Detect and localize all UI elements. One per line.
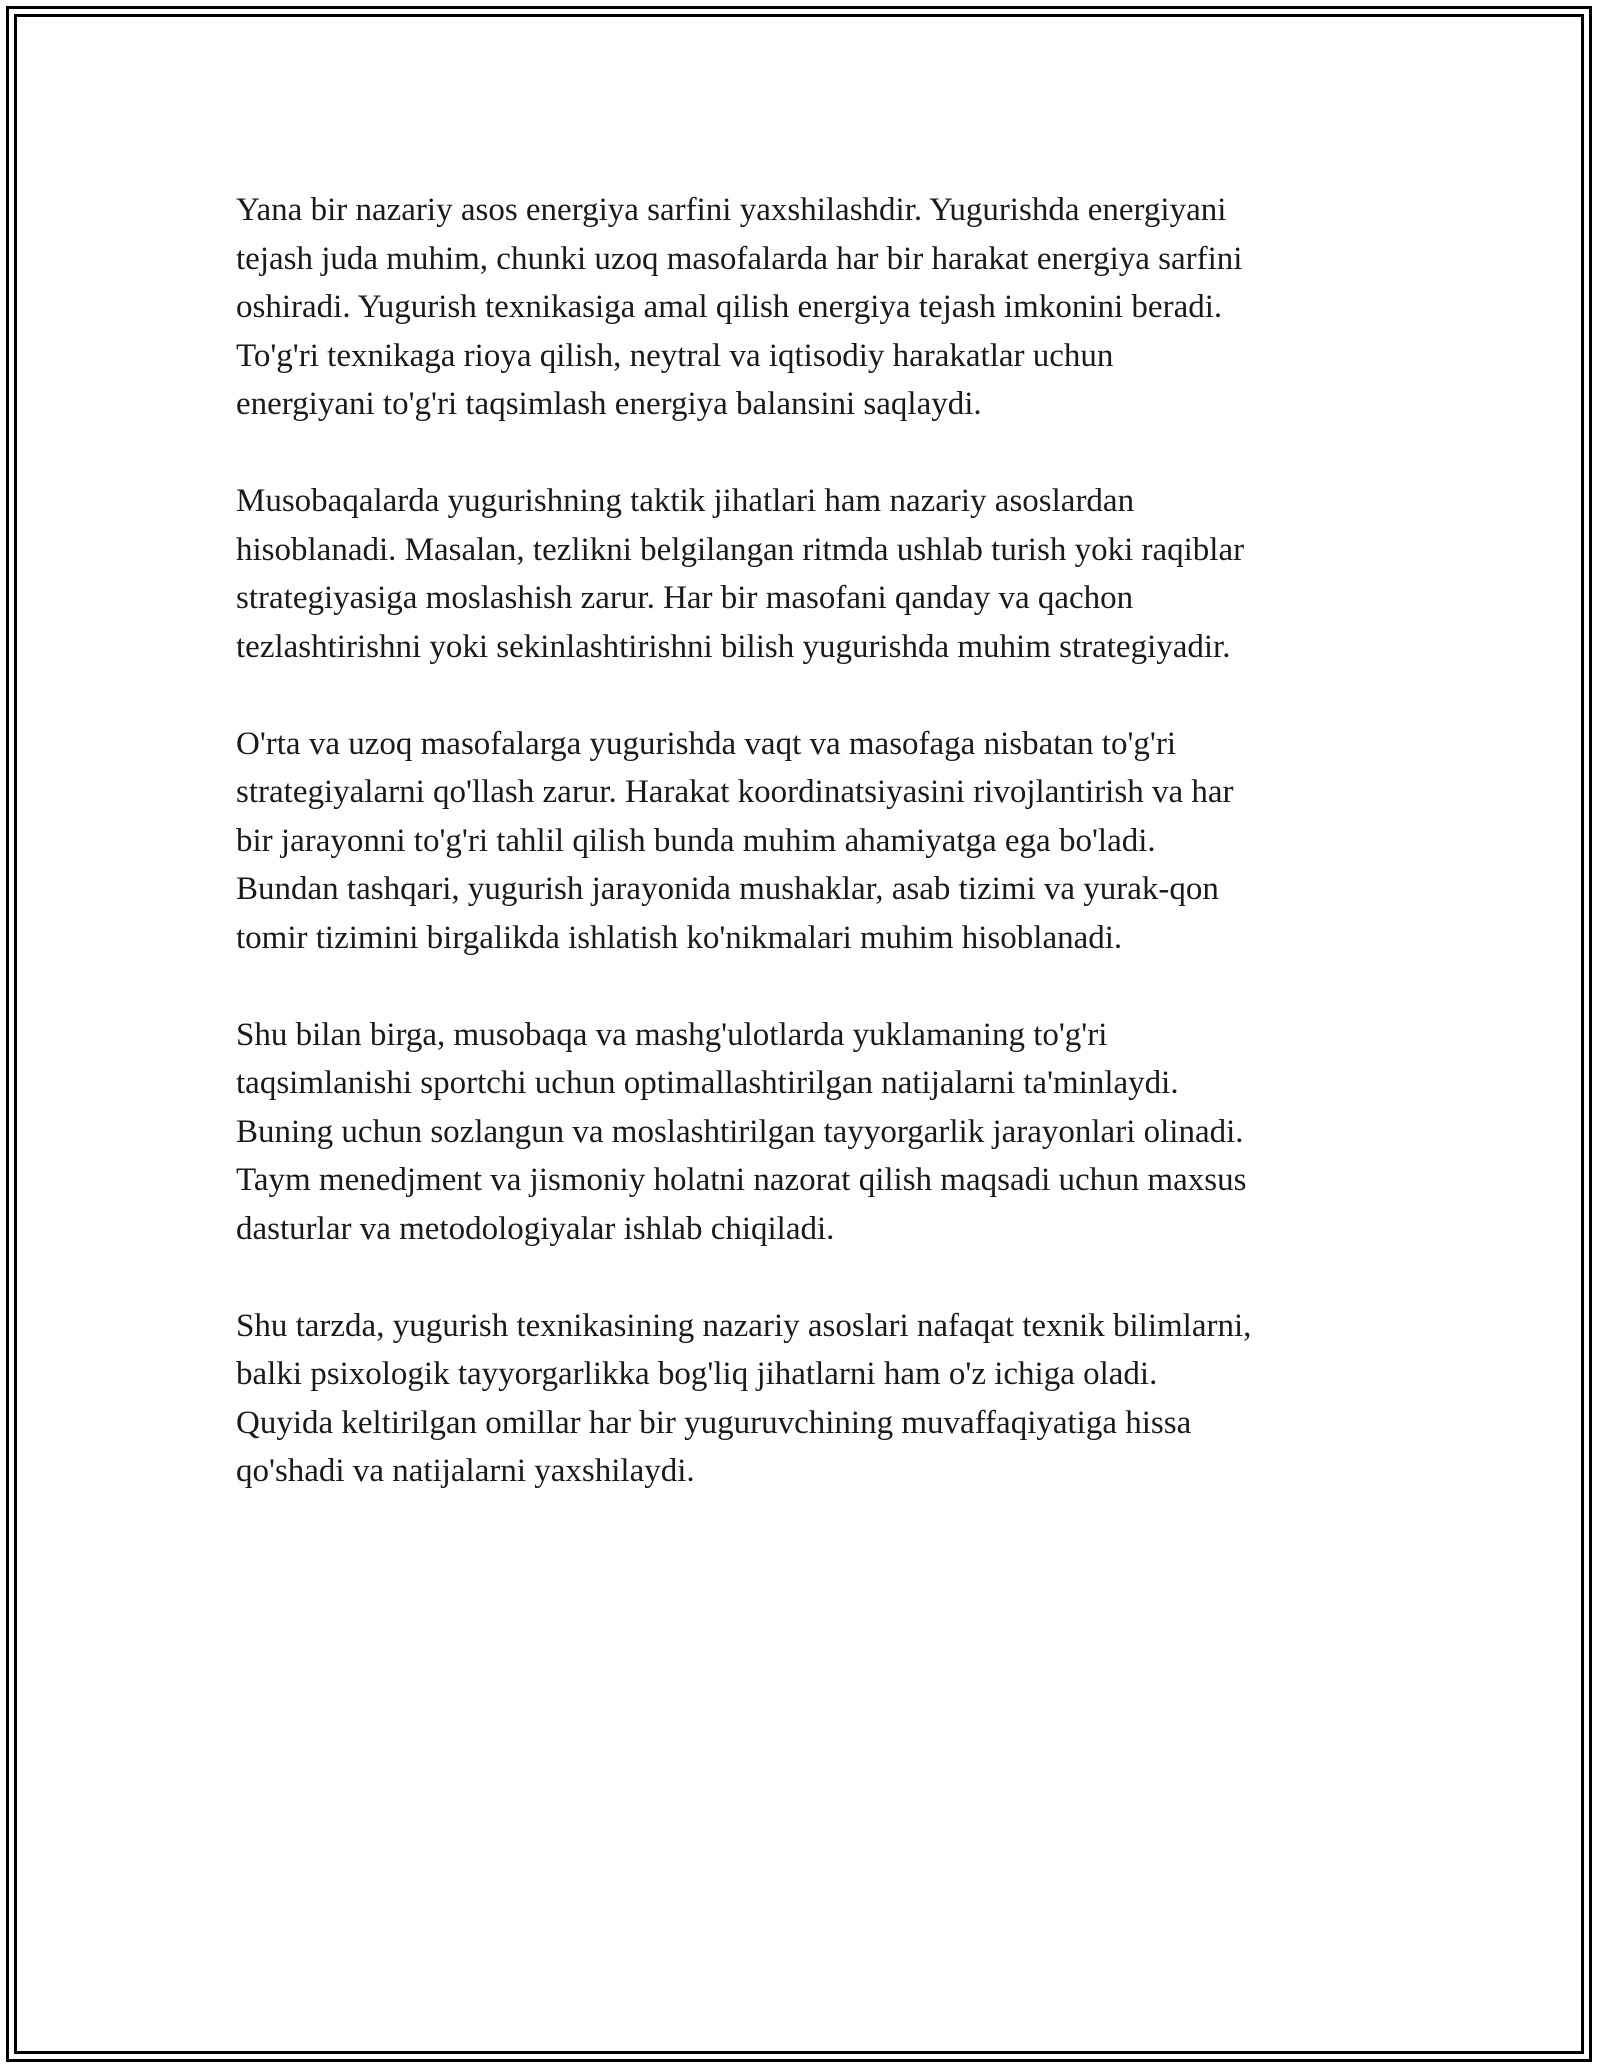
paragraph-middle-long-distance: O'rta va uzoq masofalarga yugurishda vaqt va masofaga nisbatan to'g'ri strategiyalarni qo'llash zarur. Harakat koordinatsiyasini rivojlantirish va har bir jarayonni to'g'ri tahlil qilish bunda muhim ahamiyatga ega bo'ladi. Bundan tashqari, yugurish jarayonida mushaklar, asab tizimi va yurak-qon tomir tizimini birgalikda ishlatish ko'nikmalari muhim hisoblanadi. [236, 725, 1234, 956]
paragraph-tactics: Musobaqalarda yugurishning taktik jihatlari ham nazariy asoslardan hisoblanadi. Masalan, tezlikni belgilangan ritmda ushlab turish yoki raqiblar strategiyasiga moslashish zarur. Har bir masofani qanday va qachon tezlashtirishni yoki sekinlashtirishni bilish yugurishda muhim strategiyadir. [236, 483, 1245, 665]
paragraph-energy-efficiency: Yana bir nazariy asos energiya sarfini yaxshilashdir. Yugurishda energiyani tejash juda muhim, chunki uzoq masofalarda har bir harakat energiya sarfini oshiradi. Yugurish texnikasiga amal qilish energiya tejash imkonini beradi. To'g'ri texnikaga rioya qilish, neytral va iqtisodiy harakatlar uchun energiyani to'g'ri taqsimlash energiya balansini saqlaydi. [236, 192, 1243, 422]
document-body [236, 186, 1366, 1544]
paragraph-load-distribution: Shu bilan birga, musobaqa va mashg'ulotlarda yuklamaning to'g'ri taqsimlanishi sportchi uchun optimallashtirilgan natijalarni ta'minlaydi. Buning uchun sozlangun va moslashtirilgan tayyorgarlik jarayonlari olinadi. Taym menedjment va jismoniy holatni nazorat qilish maqsadi uchun maxsus dasturlar va metodologiyalar ishlab chiqiladi. [236, 1016, 1247, 1247]
paragraph-conclusion: Shu tarzda, yugurish texnikasining nazariy asoslari nafaqat texnik bilimlarni, balki psixologik tayyorgarlikka bog'liq jihatlarni ham o'z ichiga oladi. Quyida keltirilgan omillar har bir yuguruvchining muvaffaqiyatiga hissa qo'shadi va natijalarni yaxshilaydi. [236, 1307, 1252, 1489]
